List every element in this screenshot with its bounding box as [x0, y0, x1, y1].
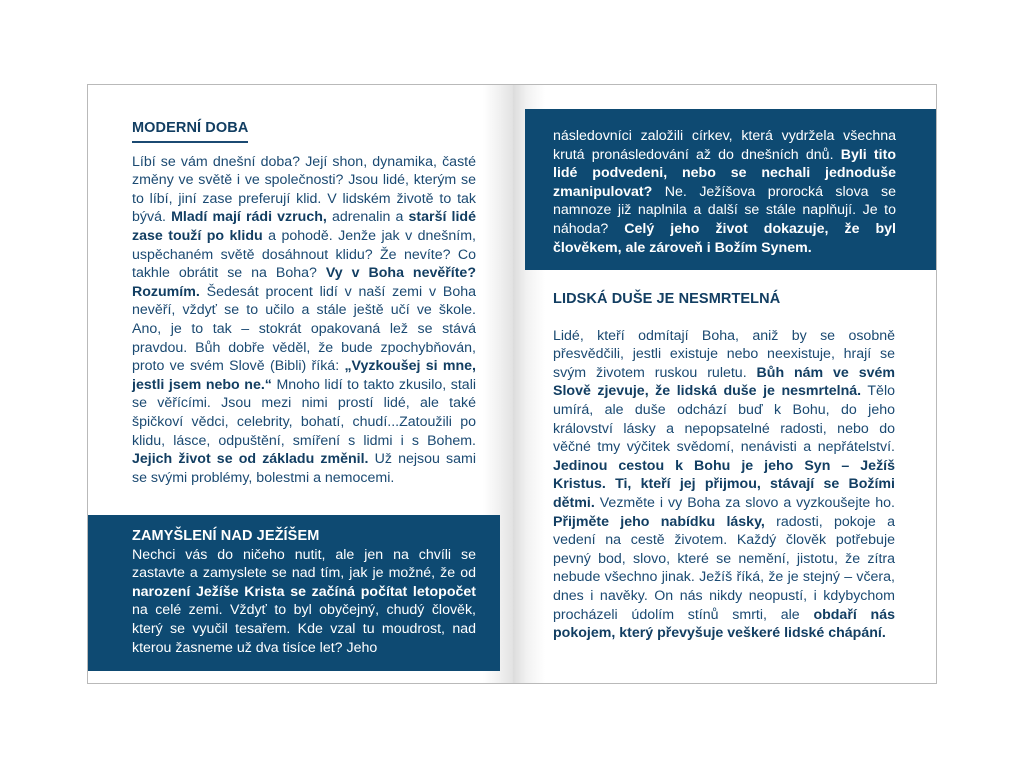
text-run: Líbí se vám dnešní doba? Její shon, dynamika, časté změny ve světě i ve společnosti? Jsou lidé, kterým se to líbí, jiní zase preferují klid. V lidském životě to tak bývá.	[132, 153, 476, 226]
bold-text-run: Vy v Boha nevěříte? Rozumím.	[132, 265, 476, 300]
text-run: na celé zemi. Vždyť to byl obyčejný, chudý člověk, který se vyučil tesařem. Kde vzal tu moudrost, nad kterou žasneme už dva tisíce let? Jeho	[132, 602, 476, 656]
text-run: Lidé, kteří odmítají Boha, aniž by se osobně přesvědčili, jestli existuje nebo neexistuje, hrají se svým životem ruskou ruletu.	[553, 327, 895, 381]
bold-text-run: Byli tito lidé podvedeni, nebo se nechali jednoduše zmanipulovat?	[553, 146, 896, 200]
brochure-spread	[87, 84, 937, 684]
section-body	[553, 327, 895, 643]
bold-text-run: Přijměte jeho nabídku lásky,	[553, 513, 765, 530]
section-moderni-doba	[132, 119, 476, 487]
section-zamysleni	[132, 527, 476, 657]
text-run: Tělo umírá, ale duše odchází buď k Bohu, do jeho království lásky a nepopsatelné radosti, nebo do věčné tmy výčitek svědomí, nenávisti a nepřátelství.	[553, 383, 895, 456]
text-run: Nechci vás do ničeho nutit, ale jen na chvíli se zastavte a zamyslete se nad tím, jak je možné, že od	[132, 546, 476, 582]
text-run: Už nejsou sami se svými problémy, bolestmi a nemocemi.	[132, 451, 476, 486]
section-heading: MODERNÍ DOBA	[132, 119, 248, 143]
right-page	[513, 85, 937, 683]
bold-text-run: narození Ježíše Krista se začíná počítat letopočet	[132, 583, 476, 600]
bold-text-run: „Vyzkoušej si mne, jestli jsem nebo ne.“	[132, 358, 476, 393]
section-body	[132, 153, 476, 488]
highlight-box-left	[88, 515, 500, 671]
bold-text-run: Celý jeho život dokazuje, že byl člověkem, ale zároveň i Božím Synem.	[553, 220, 896, 256]
section-continuation	[553, 127, 896, 257]
section-heading: ZAMYŠLENÍ NAD JEŽÍŠEM	[132, 528, 320, 544]
bold-text-run: Jejich život se od základu změnil.	[132, 451, 369, 468]
section-lidska-duse	[553, 290, 895, 643]
left-page	[88, 85, 513, 683]
section-heading: LIDSKÁ DUŠE JE NESMRTELNÁ	[553, 291, 781, 307]
text-run: adrenalin a	[326, 209, 409, 226]
text-run: Vezměte i vy Boha za slovo a vyzkoušejte ho.	[594, 494, 895, 511]
bold-text-run: starší lidé zase touží po klidu	[132, 209, 476, 244]
bold-text-run: Bůh nám ve svém Slově zjevuje, že lidská duše je nesmrtelná.	[553, 364, 895, 400]
text-run: Šedesát procent lidí v naší zemi v Boha nevěří, vždyť se to učilo a stále ještě učí ve škole. Ano, je to tak – stokrát opakovaná lež se stává pravdou. Bůh dobře věděl, že bude zpochybňován, proto ve svém Slově (Bibli) říká:	[132, 283, 476, 375]
text-run: Ne. Ježíšova prorocká slova se namnoze již naplnila a další se stále naplňují. Je to náhoda?	[553, 183, 896, 237]
bold-text-run: Mladí mají rádi vzruch,	[171, 209, 327, 226]
text-run: následovníci založili církev, která vydržela všechna krutá pronásledování až do dnešních dnů.	[553, 128, 896, 163]
text-run: radosti, pokoje a vedení na cestě životem. Každý člověk potřebuje pevný bod, slovo, které se nemění, jistotu, že zítra nebude všechno jinak. Ježíš říká, že je stejný – včera, dnes i navěky. On nás nikdy neopustí, i kdybychom procházeli údolím stínů smrti, ale	[553, 513, 895, 623]
text-run: Mnoho lidí to takto zkusilo, stali se věřícími. Jsou mezi nimi prostí lidé, ale také špičkoví vědci, celebrity, bohatí, chudí...Zatoužili po klidu, lásce, odpuštění, smíření s lidmi i s Bohem.	[132, 376, 476, 449]
highlight-box-right	[525, 109, 937, 270]
section-body	[553, 127, 896, 257]
section-body	[132, 546, 476, 658]
text-run: a pohodě. Jenže jak v dnešním, uspěchaném světě dosáhnout klidu? Že nevíte? Co takhle obrátit se na Boha?	[132, 227, 476, 282]
bold-text-run: obdaří nás pokojem, který převyšuje veškeré lidské chápání.	[553, 606, 895, 642]
bold-text-run: Jedinou cestou k Bohu je jeho Syn – Ježíš Kristus. Ti, kteří jej přijmou, stávají se Božími dětmi.	[553, 457, 895, 511]
